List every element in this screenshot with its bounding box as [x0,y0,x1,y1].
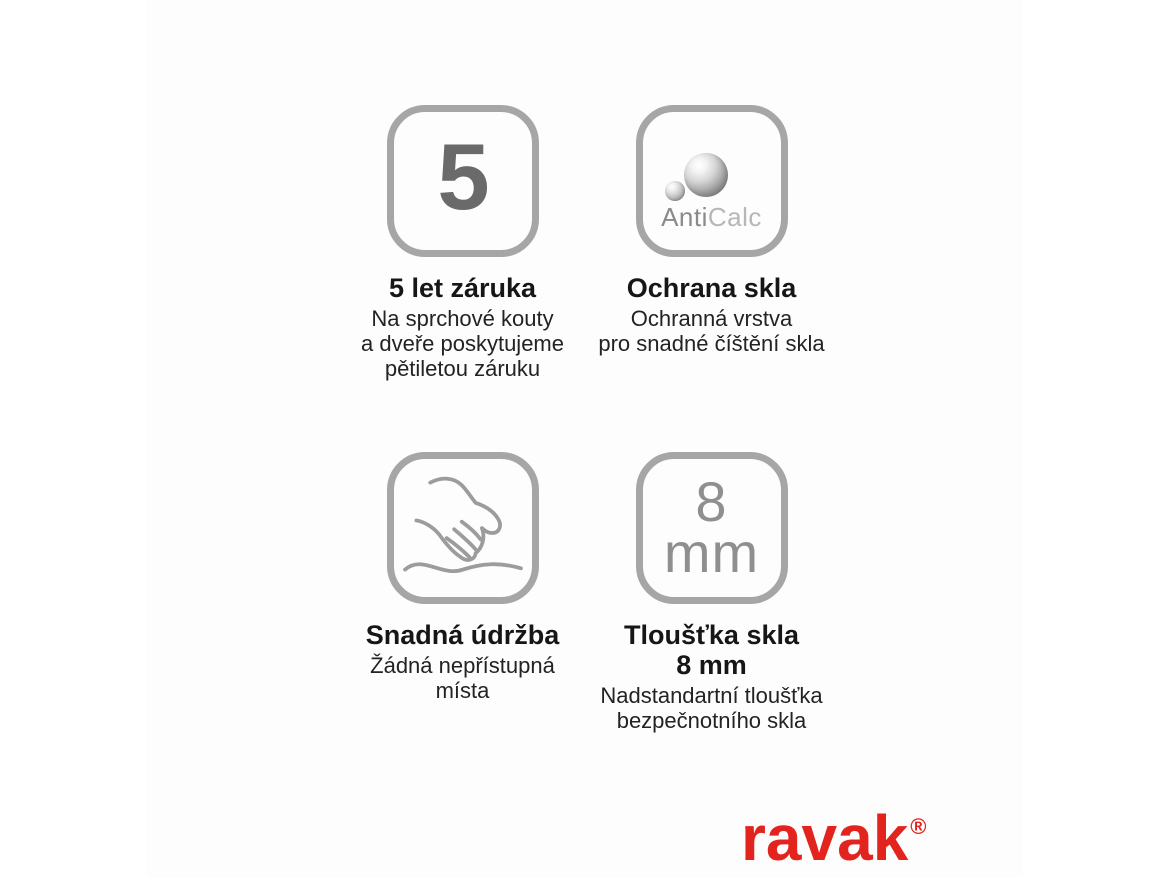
description-line: Žádná nepřístupná [370,653,555,678]
feature-glass-thickness [587,452,836,733]
description-line: místa [435,678,490,703]
feature-description [587,306,836,356]
feature-title: Ochrana skla [626,273,797,303]
anticalc-label [643,204,781,230]
anticalc-badge [636,105,788,257]
description-line: pro snadné číštění skla [598,331,825,356]
thickness-badge [636,452,788,604]
hand-wipe-icon [400,465,526,591]
thickness-unit: mm [663,521,760,584]
description-line: Nadstandartní tloušťka [600,683,823,708]
feature-title [587,620,836,680]
wave-line [405,564,521,571]
feature-glass-protection [587,105,836,452]
anticalc-bubbles-icon [684,153,728,197]
description-line: Na sprchové kouty [371,306,554,331]
feature-description [338,653,587,703]
feature-title: 5 let záruka [388,273,537,303]
ravak-logo [741,799,927,874]
feature-warranty [338,105,587,452]
description-line: a dveře poskytujeme [361,331,564,356]
feature-description [587,683,836,733]
anticalc-bubble-small-icon [665,181,685,201]
thickness-value: 8 [695,470,728,533]
anticalc-label-calc: Calc [707,202,762,232]
anticalc-label-anti: Anti [661,202,708,232]
feature-easy-maintenance [338,452,587,733]
glass-thickness-icon [663,470,760,584]
feature-title-line: Tloušťka skla [623,620,799,650]
registered-trademark-icon: ® [910,814,927,839]
product-features-panel [147,0,1023,878]
feature-description [338,306,587,381]
description-line: pětiletou záruku [384,356,541,381]
feature-title: Snadná údržba [365,620,560,650]
description-line: bezpečnotního skla [616,708,807,733]
features-grid [338,105,836,733]
feature-title-line: 8 mm [676,650,747,680]
number-5-icon: 5 [437,124,488,229]
description-line: Ochranná vrstva [630,306,793,331]
maintenance-badge [387,452,539,604]
warranty-badge [387,105,539,257]
ravak-logo-text: ravak [741,802,909,874]
